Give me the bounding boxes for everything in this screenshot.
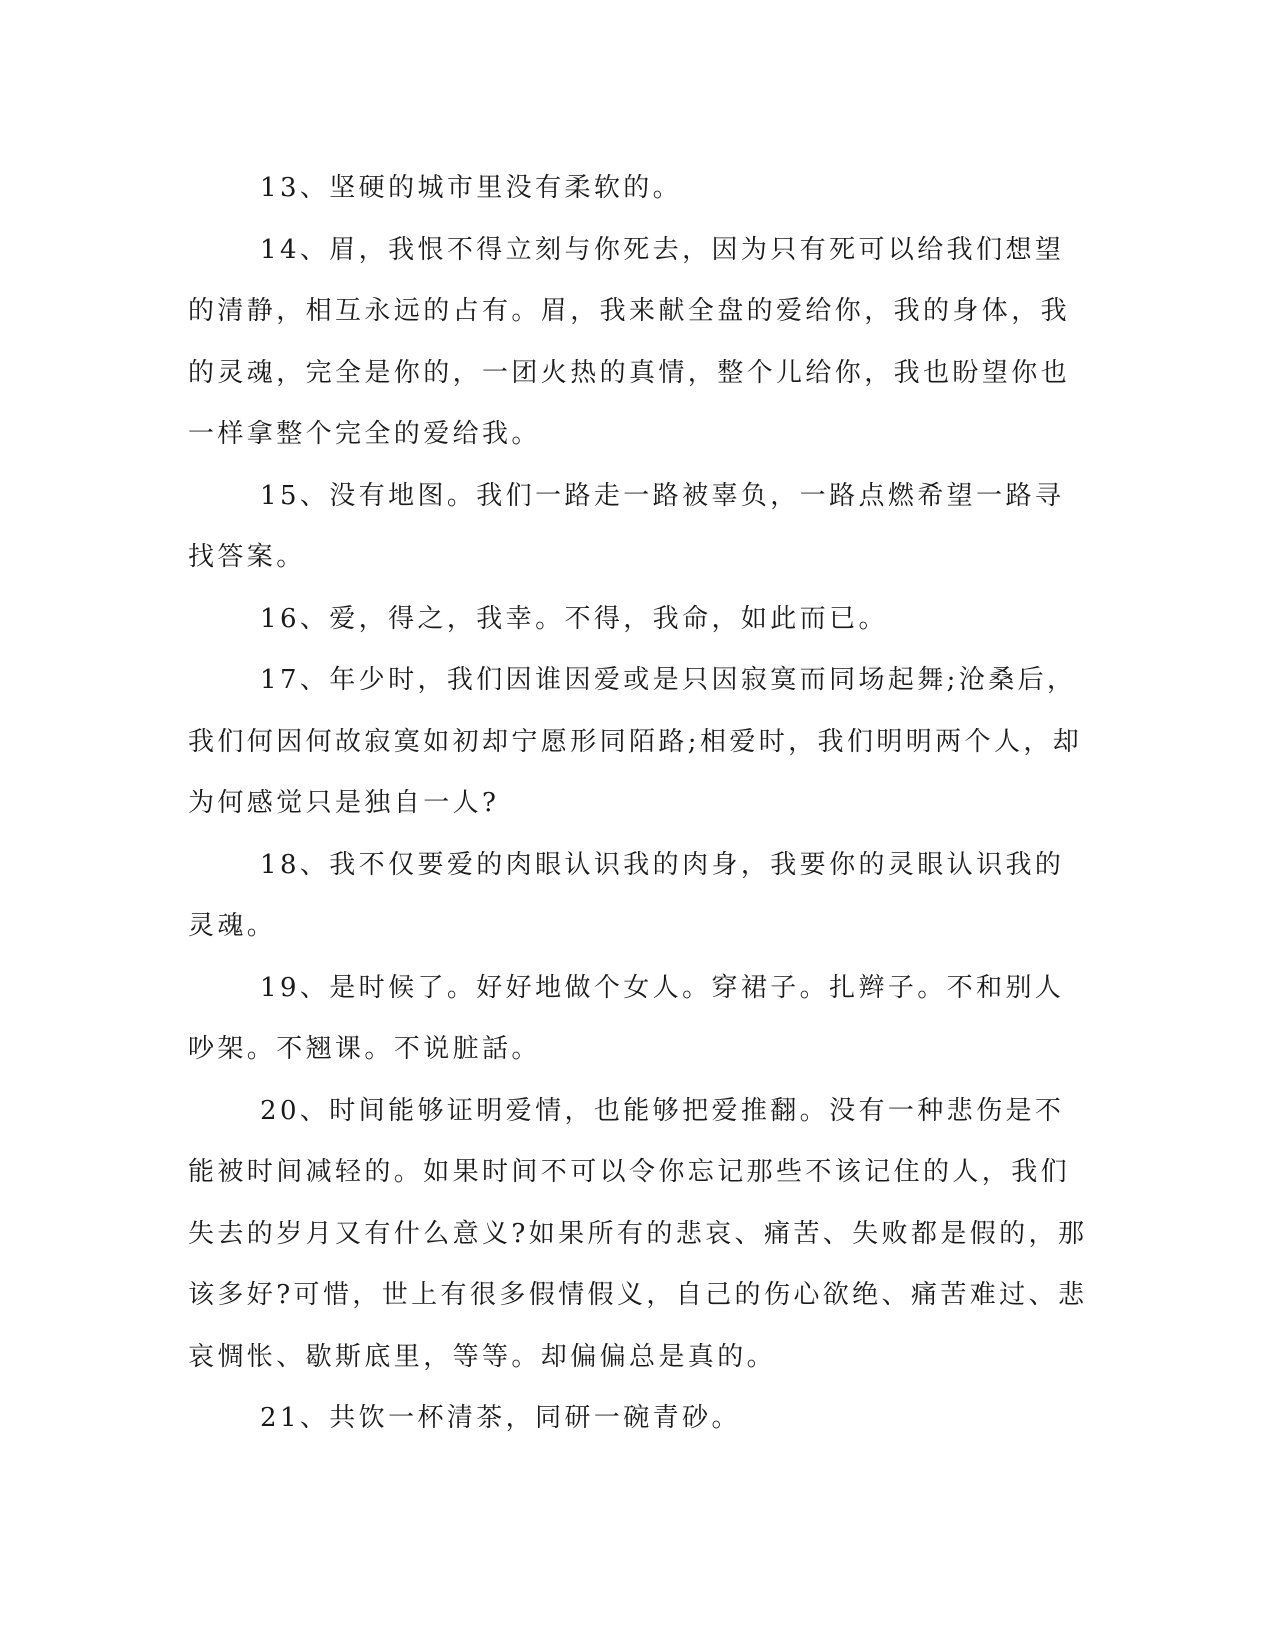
paragraph-21: 21、共饮一杯清茶，同研一碗青砂。 (260, 1403, 741, 1433)
paragraph-16: 16、爱，得之，我幸。不得，我命，如此而已。 (260, 603, 888, 634)
paragraph-17: 17、年少时，我们因谁因爱或是只因寂寞而同场起舞;沧桑后，我们何因何故寂寞如初却宁愿形同陌路;相爱时，我们明明两个人，却为何感觉只是独自一人? (188, 665, 1083, 818)
paragraph-13: 13、坚硬的城市里没有柔软的。 (260, 173, 683, 203)
paragraph-18: 18、我不仅要爱的肉眼认识我的肉身，我要你的灵眼认识我的灵魂。 (188, 849, 1065, 941)
paragraph-19: 19、是时候了。好好地做个女人。穿裙子。扎辫子。不和别人吵架。不翘课。不说脏話。 (188, 972, 1065, 1064)
document-body (188, 158, 1088, 1450)
paragraph-15: 15、没有地图。我们一路走一路被辜负，一路点燃希望一路寻找答案。 (188, 480, 1065, 572)
paragraph-14: 14、眉，我恨不得立刻与你死去，因为只有死可以给我们想望的清静，相互永远的占有。眉，我来献全盘的爱给你，我的身体，我的灵魂，完全是你的，一团火热的真情，整个儿给你，我也盼望你也一样拿整个完全的爱给我。 (188, 234, 1071, 449)
paragraph-20: 20、时间能够证明爱情，也能够把爱推翻。没有一种悲伤是不能被时间减轻的。如果时间不可以令你忘记那些不该记住的人，我们失去的岁月又有什么意义?如果所有的悲哀、痛苦、失败都是假的，那该多好?可惜，世上有很多假情假义，自己的伤心欲绝、痛苦难过、悲哀惆怅、歇斯底里，等等。却偏偏总是真的。 (188, 1095, 1088, 1372)
